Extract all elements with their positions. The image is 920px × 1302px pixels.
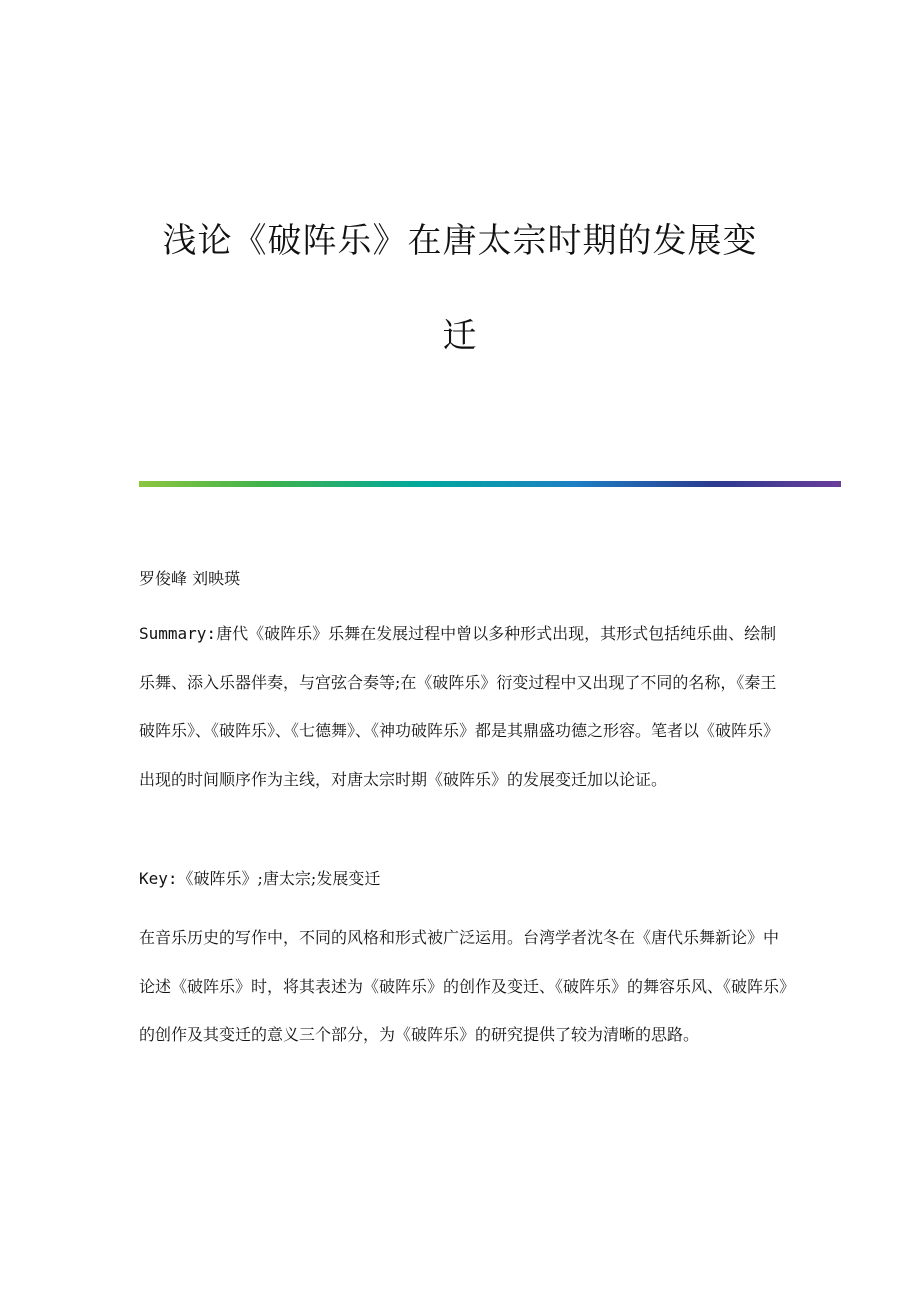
author-line: 罗俊峰 刘映瑛 xyxy=(139,569,241,588)
summary-text: 唐代《破阵乐》乐舞在发展过程中曾以多种形式出现，其形式包括纯乐曲、绘制乐舞、添入乐器伴奏，与宫弦合奏等;在《破阵乐》衍变过程中又出现了不同的名称，《秦王破阵乐》、《破阵乐》、《七德舞》、《神功破阵乐》都是其鼎盛功德之形容。笔者以《破阵乐》出现的时间顺序作为主线，对唐太宗时期《破阵乐》的发展变迁加以论证。 xyxy=(139,624,780,789)
keywords-line xyxy=(139,855,789,904)
summary-paragraph xyxy=(139,610,789,804)
body-paragraph: 在音乐历史的写作中，不同的风格和形式被广泛运用。台湾学者沈冬在《唐代乐舞新论》中论述《破阵乐》时，将其表述为《破阵乐》的创作及变迁、《破阵乐》的舞容乐风、《破阵乐》的创作及其变迁的意义三个部分，为《破阵乐》的研究提供了较为清晰的思路。 xyxy=(139,928,788,1044)
title-divider-gradient xyxy=(139,481,841,487)
summary-label: Summary: xyxy=(139,624,217,643)
keywords-label: Key: xyxy=(139,869,178,888)
document-title-line-1: 浅论《破阵乐》在唐太宗时期的发展变 xyxy=(162,221,758,261)
keywords-text: 《破阵乐》;唐太宗;发展变迁 xyxy=(177,869,381,888)
document-title-line-2: 迁 xyxy=(442,316,478,356)
